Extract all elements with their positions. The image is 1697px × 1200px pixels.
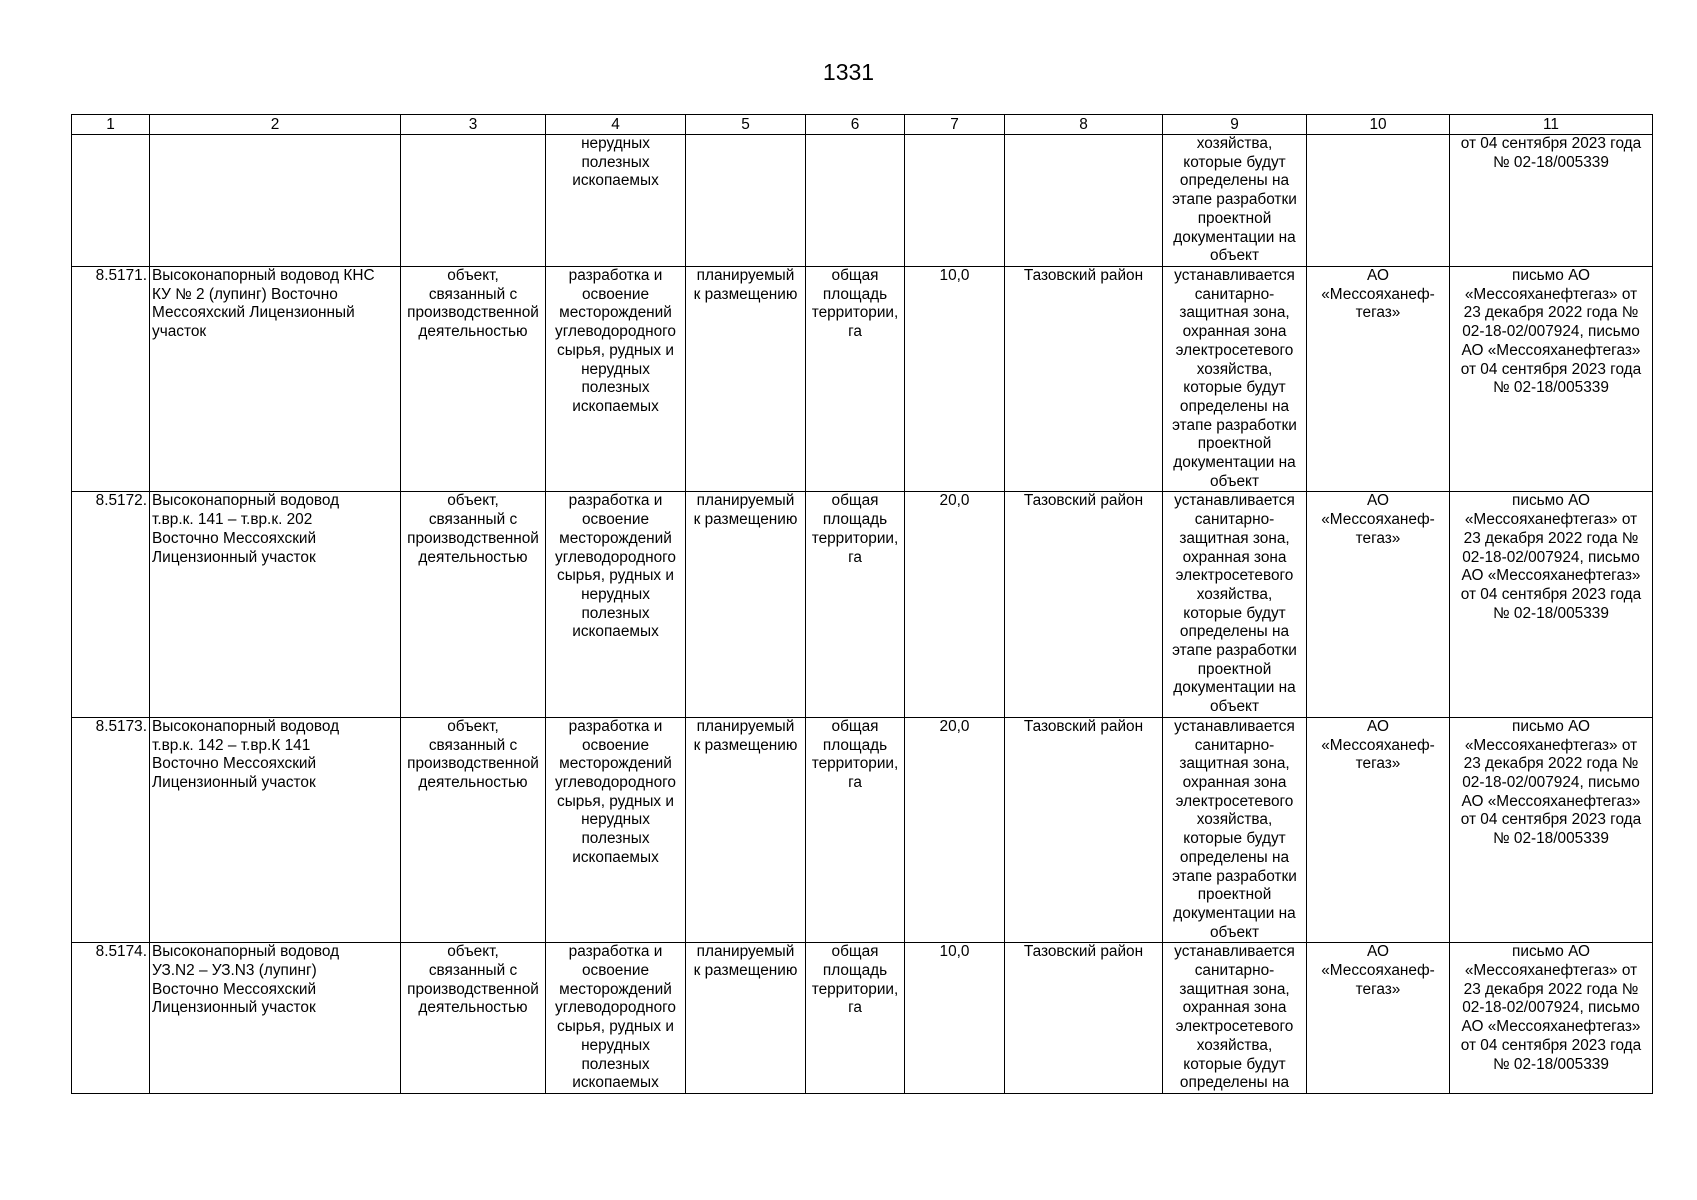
table-cell-purpose: разработка и освоение месторождений углеводородного сырья, рудных и нерудных полезных ископаемых — [546, 717, 686, 942]
table-cell-location: Тазовский район — [1005, 267, 1163, 492]
table-cell-basis: письмо АО «Мессояханефтегаз» от 23 декабря 2022 года № 02-18-02/007924, письмо АО «Мессояханефтегаз» от 04 сентября 2023 года № 02-18/005339 — [1450, 492, 1653, 717]
table-cell-purpose: разработка и освоение месторождений углеводородного сырья, рудных и нерудных полезных ископаемых — [546, 943, 686, 1094]
table-cell-name: Высоконапорный водовод УЗ.N2 – УЗ.N3 (лупинг) Восточно Мессояхский Лицензионный участок — [150, 943, 401, 1094]
table-cell-value: 10,0 — [905, 943, 1005, 1094]
table-cell-purpose: разработка и освоение месторождений углеводородного сырья, рудных и нерудных полезных ископаемых — [546, 267, 686, 492]
table-cell-type: объект, связанный с производственной деятельностью — [401, 717, 546, 942]
table-cell-name: Высоконапорный водовод т.вр.к. 141 – т.вр.к. 202 Восточно Мессояхский Лицензионный участок — [150, 492, 401, 717]
table-cell-basis: от 04 сентября 2023 года № 02-18/005339 — [1450, 135, 1653, 267]
table-row — [72, 492, 1653, 717]
table-cell-number: 8.5172. — [72, 492, 150, 717]
objects-table — [71, 114, 1653, 1094]
table-row — [72, 943, 1653, 1094]
table-cell-value: 10,0 — [905, 267, 1005, 492]
table-cell-purpose: разработка и освоение месторождений углеводородного сырья, рудных и нерудных полезных ископаемых — [546, 492, 686, 717]
table-cell-basis: письмо АО «Мессояханефтегаз» от 23 декабря 2022 года № 02-18-02/007924, письмо АО «Мессояханефтегаз» от 04 сентября 2023 года № 02-18/005339 — [1450, 717, 1653, 942]
table-cell-name: Высоконапорный водовод т.вр.к. 142 – т.вр.К 141 Восточно Мессояхский Лицензионный участок — [150, 717, 401, 942]
table-cell-owner: АО «Мессояханеф- тегаз» — [1307, 943, 1450, 1094]
column-header: 1 — [72, 115, 150, 135]
table-cell-owner: АО «Мессояханеф- тегаз» — [1307, 267, 1450, 492]
table-header-row — [72, 115, 1653, 135]
column-header: 6 — [806, 115, 905, 135]
table-cell-location: Тазовский район — [1005, 492, 1163, 717]
column-header: 2 — [150, 115, 401, 135]
table-cell-value: 20,0 — [905, 492, 1005, 717]
table-cell-characteristic: общая площадь территории, га — [806, 267, 905, 492]
table-cell-type: объект, связанный с производственной деятельностью — [401, 267, 546, 492]
table-cell-zones: устанавливается санитарно- защитная зона, охранная зона электросетевого хозяйства, которые будут определены на этапе разработки проектной документации на объект — [1163, 492, 1307, 717]
column-header: 9 — [1163, 115, 1307, 135]
table-cell-name: Высоконапорный водовод КНС КУ № 2 (лупинг) Восточно Мессояхский Лицензионный участок — [150, 267, 401, 492]
table-cell-zones: хозяйства, которые будут определены на этапе разработки проектной документации на объект — [1163, 135, 1307, 267]
table-cell-owner: АО «Мессояханеф- тегаз» — [1307, 492, 1450, 717]
column-header: 10 — [1307, 115, 1450, 135]
table-cell-characteristic: общая площадь территории, га — [806, 717, 905, 942]
table-cell — [72, 135, 150, 267]
table-cell — [1307, 135, 1450, 267]
table-row — [72, 717, 1653, 942]
table-cell-basis: письмо АО «Мессояханефтегаз» от 23 декабря 2022 года № 02-18-02/007924, письмо АО «Мессояханефтегаз» от 04 сентября 2023 года № 02-18/005339 — [1450, 267, 1653, 492]
table-cell-location: Тазовский район — [1005, 943, 1163, 1094]
column-header: 8 — [1005, 115, 1163, 135]
table-cell-characteristic: общая площадь территории, га — [806, 492, 905, 717]
table-cell-characteristic: общая площадь территории, га — [806, 943, 905, 1094]
column-header: 4 — [546, 115, 686, 135]
table-cell-status: планируемый к размещению — [686, 492, 806, 717]
table-cell-type: объект, связанный с производственной деятельностью — [401, 492, 546, 717]
table-cell-status: планируемый к размещению — [686, 943, 806, 1094]
table-cell-purpose: нерудных полезных ископаемых — [546, 135, 686, 267]
table-cell-number: 8.5171. — [72, 267, 150, 492]
table-cell — [401, 135, 546, 267]
table-cell — [905, 135, 1005, 267]
table-cell-number: 8.5173. — [72, 717, 150, 942]
column-header: 5 — [686, 115, 806, 135]
table-cell-zones: устанавливается санитарно- защитная зона, охранная зона электросетевого хозяйства, которые будут определены на этапе разработки проектной документации на объект — [1163, 267, 1307, 492]
table-cell-value: 20,0 — [905, 717, 1005, 942]
table-cell-number: 8.5174. — [72, 943, 150, 1094]
table-cell — [1005, 135, 1163, 267]
table-cell — [150, 135, 401, 267]
page-number: 1331 — [822, 59, 875, 85]
table-cell — [686, 135, 806, 267]
table-cell-zones: устанавливается санитарно- защитная зона, охранная зона электросетевого хозяйства, которые будут определены на — [1163, 943, 1307, 1094]
column-header: 3 — [401, 115, 546, 135]
table-cell-status: планируемый к размещению — [686, 717, 806, 942]
table-cell-owner: АО «Мессояханеф- тегаз» — [1307, 717, 1450, 942]
column-header: 7 — [905, 115, 1005, 135]
table-cell-location: Тазовский район — [1005, 717, 1163, 942]
table-cell-zones: устанавливается санитарно- защитная зона, охранная зона электросетевого хозяйства, которые будут определены на этапе разработки проектной документации на объект — [1163, 717, 1307, 942]
continuation-row — [72, 135, 1653, 267]
table-cell-status: планируемый к размещению — [686, 267, 806, 492]
table-cell — [806, 135, 905, 267]
table-cell-type: объект, связанный с производственной деятельностью — [401, 943, 546, 1094]
table-cell-basis: письмо АО «Мессояханефтегаз» от 23 декабря 2022 года № 02-18-02/007924, письмо АО «Мессояханефтегаз» от 04 сентября 2023 года № 02-18/005339 — [1450, 943, 1653, 1094]
column-header: 11 — [1450, 115, 1653, 135]
table-row — [72, 267, 1653, 492]
